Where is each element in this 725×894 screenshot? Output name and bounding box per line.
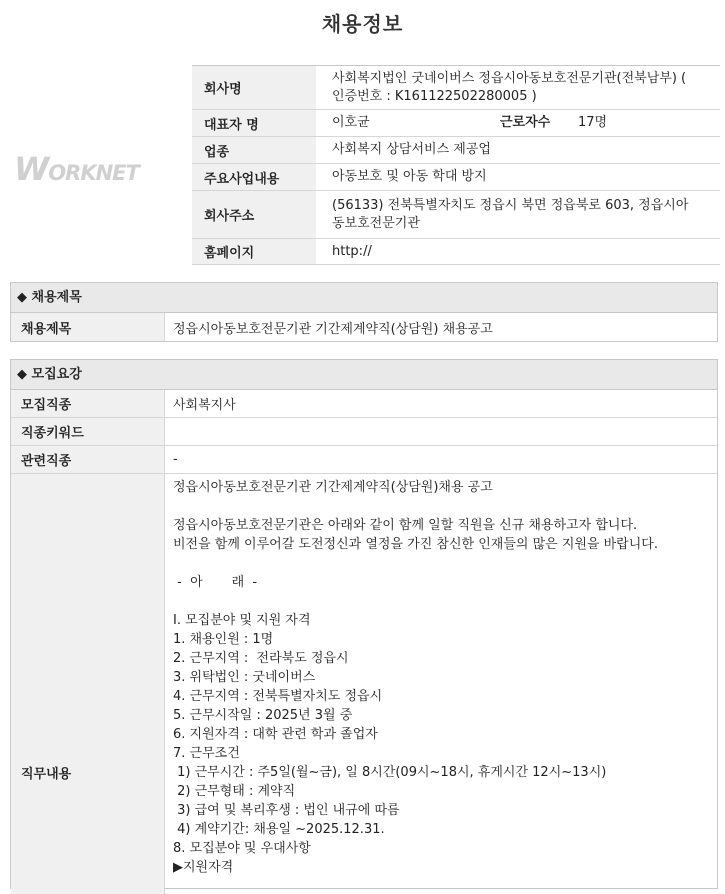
duty-line xyxy=(173,497,717,516)
title-value: 정읍시아동보호전문기관 기간제계약직(상담원) 채용공고 xyxy=(173,321,493,337)
address-value: (56133) 전북특별자치도 정읍시 북면 정읍북로 603, 정읍시아 동보호전문기관 xyxy=(316,191,720,239)
duty-row xyxy=(11,474,717,894)
duty-line: 8. 모집분야 및 우대사항 xyxy=(173,841,311,856)
worknet-logo-icon: WORKNET xyxy=(14,150,139,188)
duty-line: 비전을 함께 이루어갈 도전정신과 열정을 가진 참신한 인재들의 많은 지원을 바랍니다. xyxy=(173,537,658,552)
keyword-row xyxy=(11,418,717,446)
ceo-value: 이호균 xyxy=(332,115,370,130)
job-type-value: 사회복지사 xyxy=(173,398,236,413)
employees-value: 17명 xyxy=(578,115,608,130)
duty-line: ▶지원자격 xyxy=(173,860,234,875)
title-row xyxy=(11,313,717,341)
job-type-row xyxy=(11,390,717,418)
company-name-label: 회사명 xyxy=(192,66,316,110)
duty-line: 정읍시아동보호전문기관은 아래와 같이 함께 일할 직원을 신규 채용하고자 합니다. xyxy=(173,518,638,533)
duty-line: 정읍시아동보호전문기관 기간제계약직(상담원)채용 공고 xyxy=(173,480,493,495)
company-info-table xyxy=(192,65,720,265)
recruit-section xyxy=(10,359,718,889)
duty-label: 직무내용 xyxy=(11,474,165,894)
homepage-link[interactable]: http:// xyxy=(316,239,720,265)
title-section-header: ◆ 채용제목 xyxy=(11,283,717,313)
duty-line xyxy=(173,592,717,611)
recruit-section-header: ◆ 모집요강 xyxy=(11,360,717,390)
duty-line: Ⅰ. 모집분야 및 지원 자격 xyxy=(173,613,311,628)
address-label: 회사주소 xyxy=(192,191,316,239)
duty-content xyxy=(165,474,717,894)
related-value: - xyxy=(173,452,178,467)
business-value: 아동보호 및 아동 학대 방지 xyxy=(316,164,720,191)
duty-line: 2) 근무형태 : 계약직 xyxy=(173,784,296,799)
job-type-label: 모집직종 xyxy=(11,390,165,417)
title-section xyxy=(10,282,718,342)
industry-label: 업종 xyxy=(192,137,316,164)
company-name-value: 사회복지법인 굿네이버스 정읍시아동보호전문기관(전북남부) ( 인증번호 : K161122502280005 ) xyxy=(316,66,720,110)
ceo-label: 대표자 명 xyxy=(192,110,316,137)
duty-line: - 아 래 - xyxy=(173,575,258,590)
duty-line: 4) 계약기간: 채용일 ~2025.12.31. xyxy=(173,822,385,837)
duty-line: 1. 채용인원 : 1명 xyxy=(173,632,274,647)
duty-line: 1) 근무시간 : 주5일(월~금), 일 8시간(09시~18시, 휴게시간 12시~13시) xyxy=(173,765,607,780)
employees-label: 근로자수 xyxy=(500,115,551,130)
related-label: 관련직종 xyxy=(11,446,165,473)
keyword-value xyxy=(165,418,717,445)
duty-line xyxy=(173,554,717,573)
duty-line: 6. 지원자격 : 대학 관련 학과 졸업자 xyxy=(173,727,378,742)
page-title: 채용정보 xyxy=(321,12,404,36)
duty-line: 3) 급여 및 복리후생 : 법인 내규에 따름 xyxy=(173,803,400,818)
related-row xyxy=(11,446,717,474)
homepage-label: 홈페이지 xyxy=(192,239,316,265)
duty-line: 5. 근무시작일 : 2025년 3월 중 xyxy=(173,708,353,723)
duty-line: 3. 위탁법인 : 굿네이버스 xyxy=(173,670,316,685)
duty-line: 4. 근무지역 : 전북특별자치도 정읍시 xyxy=(173,689,383,704)
duty-line: 7. 근무조건 xyxy=(173,746,240,761)
business-label: 주요사업내용 xyxy=(192,164,316,191)
keyword-label: 직종키워드 xyxy=(11,418,165,445)
duty-line: 2. 근무지역 : 전라북도 정읍시 xyxy=(173,651,349,666)
title-label: 채용제목 xyxy=(11,313,165,341)
industry-value: 사회복지 상담서비스 제공업 xyxy=(316,137,720,164)
